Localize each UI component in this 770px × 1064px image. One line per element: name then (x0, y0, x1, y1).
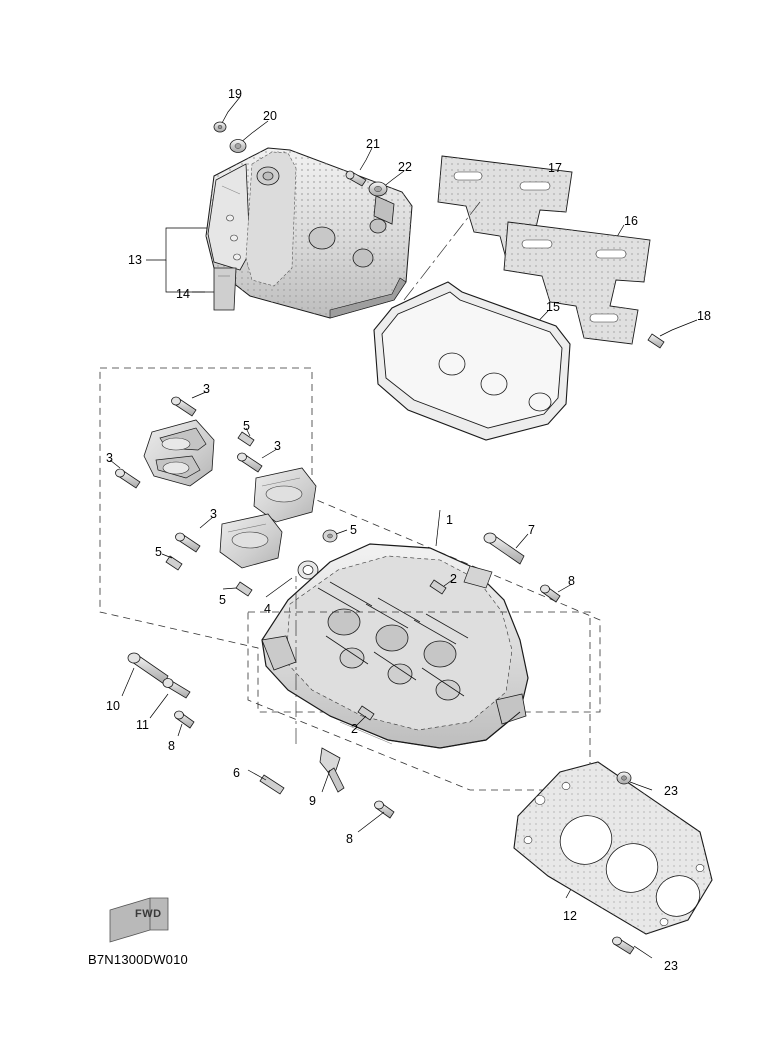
callout-5a: 5 (243, 419, 250, 433)
part-number-code: B7N1300DW010 (88, 952, 188, 967)
callout-13: 13 (128, 253, 142, 267)
callout-3b: 3 (274, 439, 281, 453)
callout-3a: 3 (203, 382, 210, 396)
callout-8c: 8 (346, 832, 353, 846)
head-gasket-12 (514, 762, 712, 934)
callout-5b: 5 (350, 523, 357, 537)
callout-17: 17 (548, 161, 562, 175)
callout-12: 12 (563, 909, 577, 923)
fwd-arrow-marker (110, 898, 168, 942)
callout-19: 19 (228, 87, 242, 101)
callout-15: 15 (546, 300, 560, 314)
callout-4: 4 (264, 602, 271, 616)
head-cover-gasket-15 (374, 282, 570, 440)
callout-10: 10 (106, 699, 120, 713)
callout-21: 21 (366, 137, 380, 151)
callout-8a: 8 (568, 574, 575, 588)
callout-3d: 3 (210, 507, 217, 521)
cylinder-head-cover (206, 148, 412, 318)
cover-bracket-14 (214, 268, 236, 310)
callout-11: 11 (136, 718, 149, 732)
fwd-label: FWD (135, 908, 162, 920)
callout-14: 14 (176, 287, 190, 301)
callout-20: 20 (263, 109, 277, 123)
callout-23a: 23 (664, 784, 678, 798)
callout-5d: 5 (219, 593, 226, 607)
callout-1: 1 (446, 513, 453, 527)
callout-16: 16 (624, 214, 638, 228)
callout-23b: 23 (664, 959, 678, 973)
callout-7: 7 (528, 523, 535, 537)
callout-8b: 8 (168, 739, 175, 753)
callout-18: 18 (697, 309, 711, 323)
callout-6: 6 (233, 766, 240, 780)
callout-5c: 5 (155, 545, 162, 559)
pin-18 (648, 334, 664, 348)
callout-9: 9 (309, 794, 316, 808)
callout-2a: 2 (450, 572, 457, 586)
callout-2b: 2 (351, 722, 358, 736)
callout-22: 22 (398, 160, 412, 174)
bolt-19-20 (214, 122, 246, 153)
callout-3c: 3 (106, 451, 113, 465)
